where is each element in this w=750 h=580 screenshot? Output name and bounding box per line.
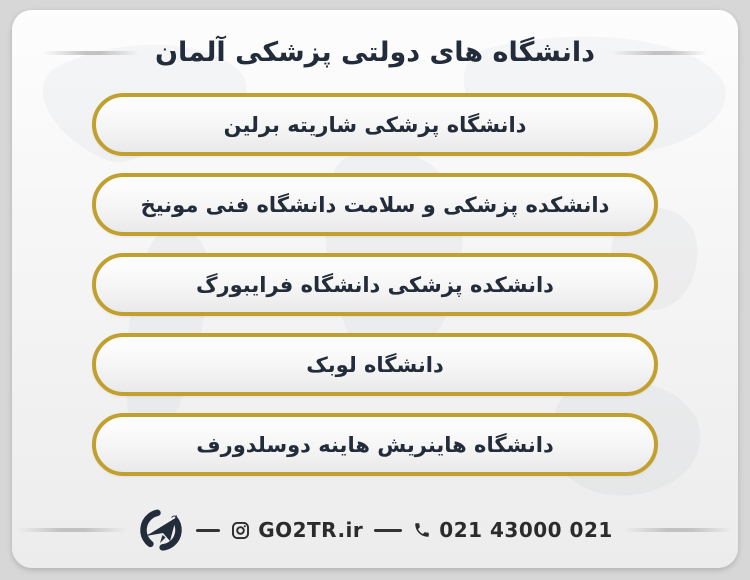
- instagram-icon: [231, 521, 250, 540]
- phone-icon: [413, 521, 431, 539]
- title-decor-dash-right: [611, 51, 707, 55]
- university-pill-duesseldorf[interactable]: دانشگاه هاینریش هاینه دوسلدورف: [92, 413, 658, 476]
- university-pill-freiburg[interactable]: دانشکده پزشکی دانشگاه فرایبورگ: [92, 253, 658, 316]
- content-card: [12, 10, 738, 568]
- footer-decor-line-right: [624, 528, 732, 532]
- university-list: [12, 93, 738, 476]
- university-pill-luebeck[interactable]: دانشگاه لوبک: [92, 333, 658, 396]
- phone-contact[interactable]: [413, 518, 613, 542]
- title-decor-dash-left: [43, 51, 139, 55]
- university-pill-charite-berlin[interactable]: دانشگاه پزشکی شاریته برلین: [92, 93, 658, 156]
- go2tr-airplane-logo-icon: [137, 506, 185, 554]
- footer-bar: [12, 504, 738, 556]
- university-pill-tu-munich[interactable]: دانشکده پزشکی و سلامت دانشگاه فنی مونیخ: [92, 173, 658, 236]
- footer-decor-line-left: [18, 528, 126, 532]
- phone-number: 021 43000 021: [439, 518, 613, 542]
- title-row: [12, 37, 738, 68]
- instagram-contact[interactable]: [231, 518, 363, 542]
- page-title: دانشگاه های دولتی پزشکی آلمان: [155, 37, 596, 68]
- footer-separator-dash-2: [374, 529, 402, 532]
- footer-separator-dash-1: [196, 529, 220, 532]
- instagram-handle: GO2TR.ir: [258, 518, 364, 542]
